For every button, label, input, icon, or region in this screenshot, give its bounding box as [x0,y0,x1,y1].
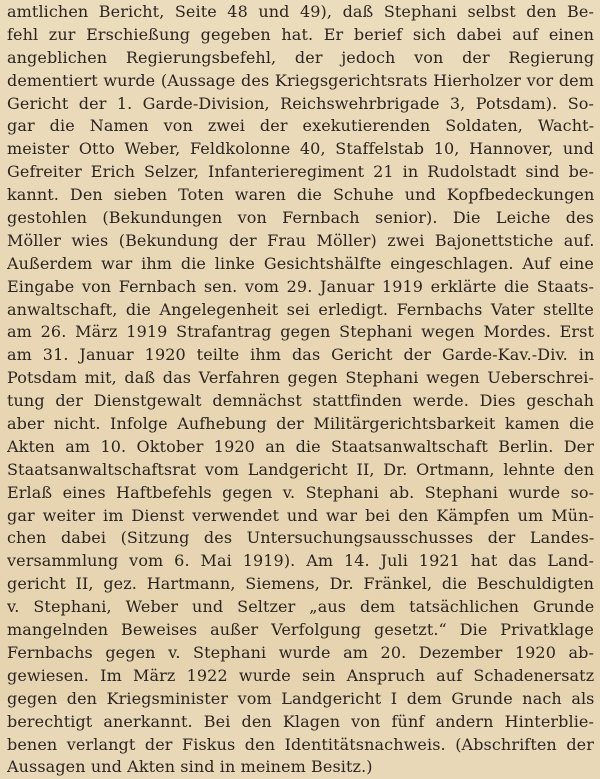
text-line: chen dabei (Sitzung des Untersuchungsausschusses der Landes- [7,528,594,548]
text-line: versammlung vom 6. Mai 1919). Am 14. Juli 1921 hat das Land- [7,551,594,571]
text-line: am 26. März 1919 Strafantrag gegen Stephani wegen Mordes. Erst [7,322,594,342]
text-line: angeblichen Regierungsbefehl, der jedoch von der Regierung [7,47,594,67]
text-line: gar weiter im Dienst verwendet und war bei den Kämpfen um Mün- [7,505,594,525]
text-line: Gericht der 1. Garde-Division, Reichswehrbrigade 3, Potsdam). So- [7,93,594,113]
text-line: fehl zur Erschießung gegeben hat. Er berief sich dabei auf einen [7,24,594,44]
text-line: kannt. Den sieben Toten waren die Schuhe und Kopfbedeckungen [7,185,594,205]
text-line: Gefreiter Erich Selzer, Infanterieregiment 21 in Rudolstadt sind be- [7,162,594,182]
text-line: dementiert wurde (Aussage des Kriegsgerichtsrats Hierholzer vor dem [7,70,594,90]
text-line: gegen den Kriegsminister vom Landgericht I dem Grunde nach als [7,688,594,708]
text-line: amtlichen Bericht, Seite 48 und 49), daß Stephani selbst den Be- [7,2,594,21]
text-line: berechtigt anerkannt. Bei den Klagen von fünf andern Hinterblie- [7,711,594,731]
text-line: Akten am 10. Oktober 1920 an die Staatsanwaltschaft Berlin. Der [7,436,594,456]
text-line: Außerdem war ihm die linke Gesichtshälfte eingeschlagen. Auf eine [7,253,594,273]
text-line: Fernbachs gegen v. Stephani wurde am 20. Dezember 1920 ab- [7,642,594,662]
text-line: gar die Namen von zwei der exekutierenden Soldaten, Wacht- [7,116,594,136]
text-line: anwaltschaft, die Angelegenheit sei erledigt. Fernbachs Vater stellte [7,299,594,319]
text-line: v. Stephani, Weber und Seltzer „aus dem tatsächlichen Grunde [7,597,594,617]
text-line: meister Otto Weber, Feldkolonne 40, Staffelstab 10, Hannover, und [7,139,594,159]
text-line: tung der Dienstgewalt demnächst stattfinden werde. Dies geschah [7,391,594,411]
text-line: Staatsanwaltschaftsrat vom Landgericht II, Dr. Ortmann, lehnte den [7,459,594,479]
text-line: Möller wies (Bekundung der Frau Möller) zwei Bajonettstiche auf. [7,230,594,250]
text-line: benen verlangt der Fiskus den Identitätsnachweis. (Abschriften der [7,734,594,754]
body-text [7,1,594,779]
text-line: gewiesen. Im März 1922 wurde sein Anspruch auf Schadenersatz [7,665,594,685]
text-line-last: Aussagen und Akten sind in meinem Besitz.) [7,757,373,777]
text-line: Potsdam mit, daß das Verfahren gegen Stephani wegen Ueberschrei- [7,368,594,388]
text-line: gericht II, gez. Hartmann, Siemens, Dr. Fränkel, die Beschuldigten [7,574,594,594]
text-line: mangelnden Beweises außer Verfolgung gesetzt.“ Die Privatklage [7,620,594,640]
text-line: Erlaß eines Haftbefehls gegen v. Stephani ab. Stephani wurde so- [7,482,594,502]
text-line: am 31. Januar 1920 teilte ihm das Gericht der Garde-Kav.-Div. in [7,345,594,365]
text-line: aber nicht. Infolge Aufhebung der Militärgerichtsbarkeit kamen die [7,414,594,434]
text-line: Eingabe von Fernbach sen. vom 29. Januar 1919 erklärte die Staats- [7,276,594,296]
text-line: gestohlen (Bekundungen von Fernbach senior). Die Leiche des [7,208,594,228]
